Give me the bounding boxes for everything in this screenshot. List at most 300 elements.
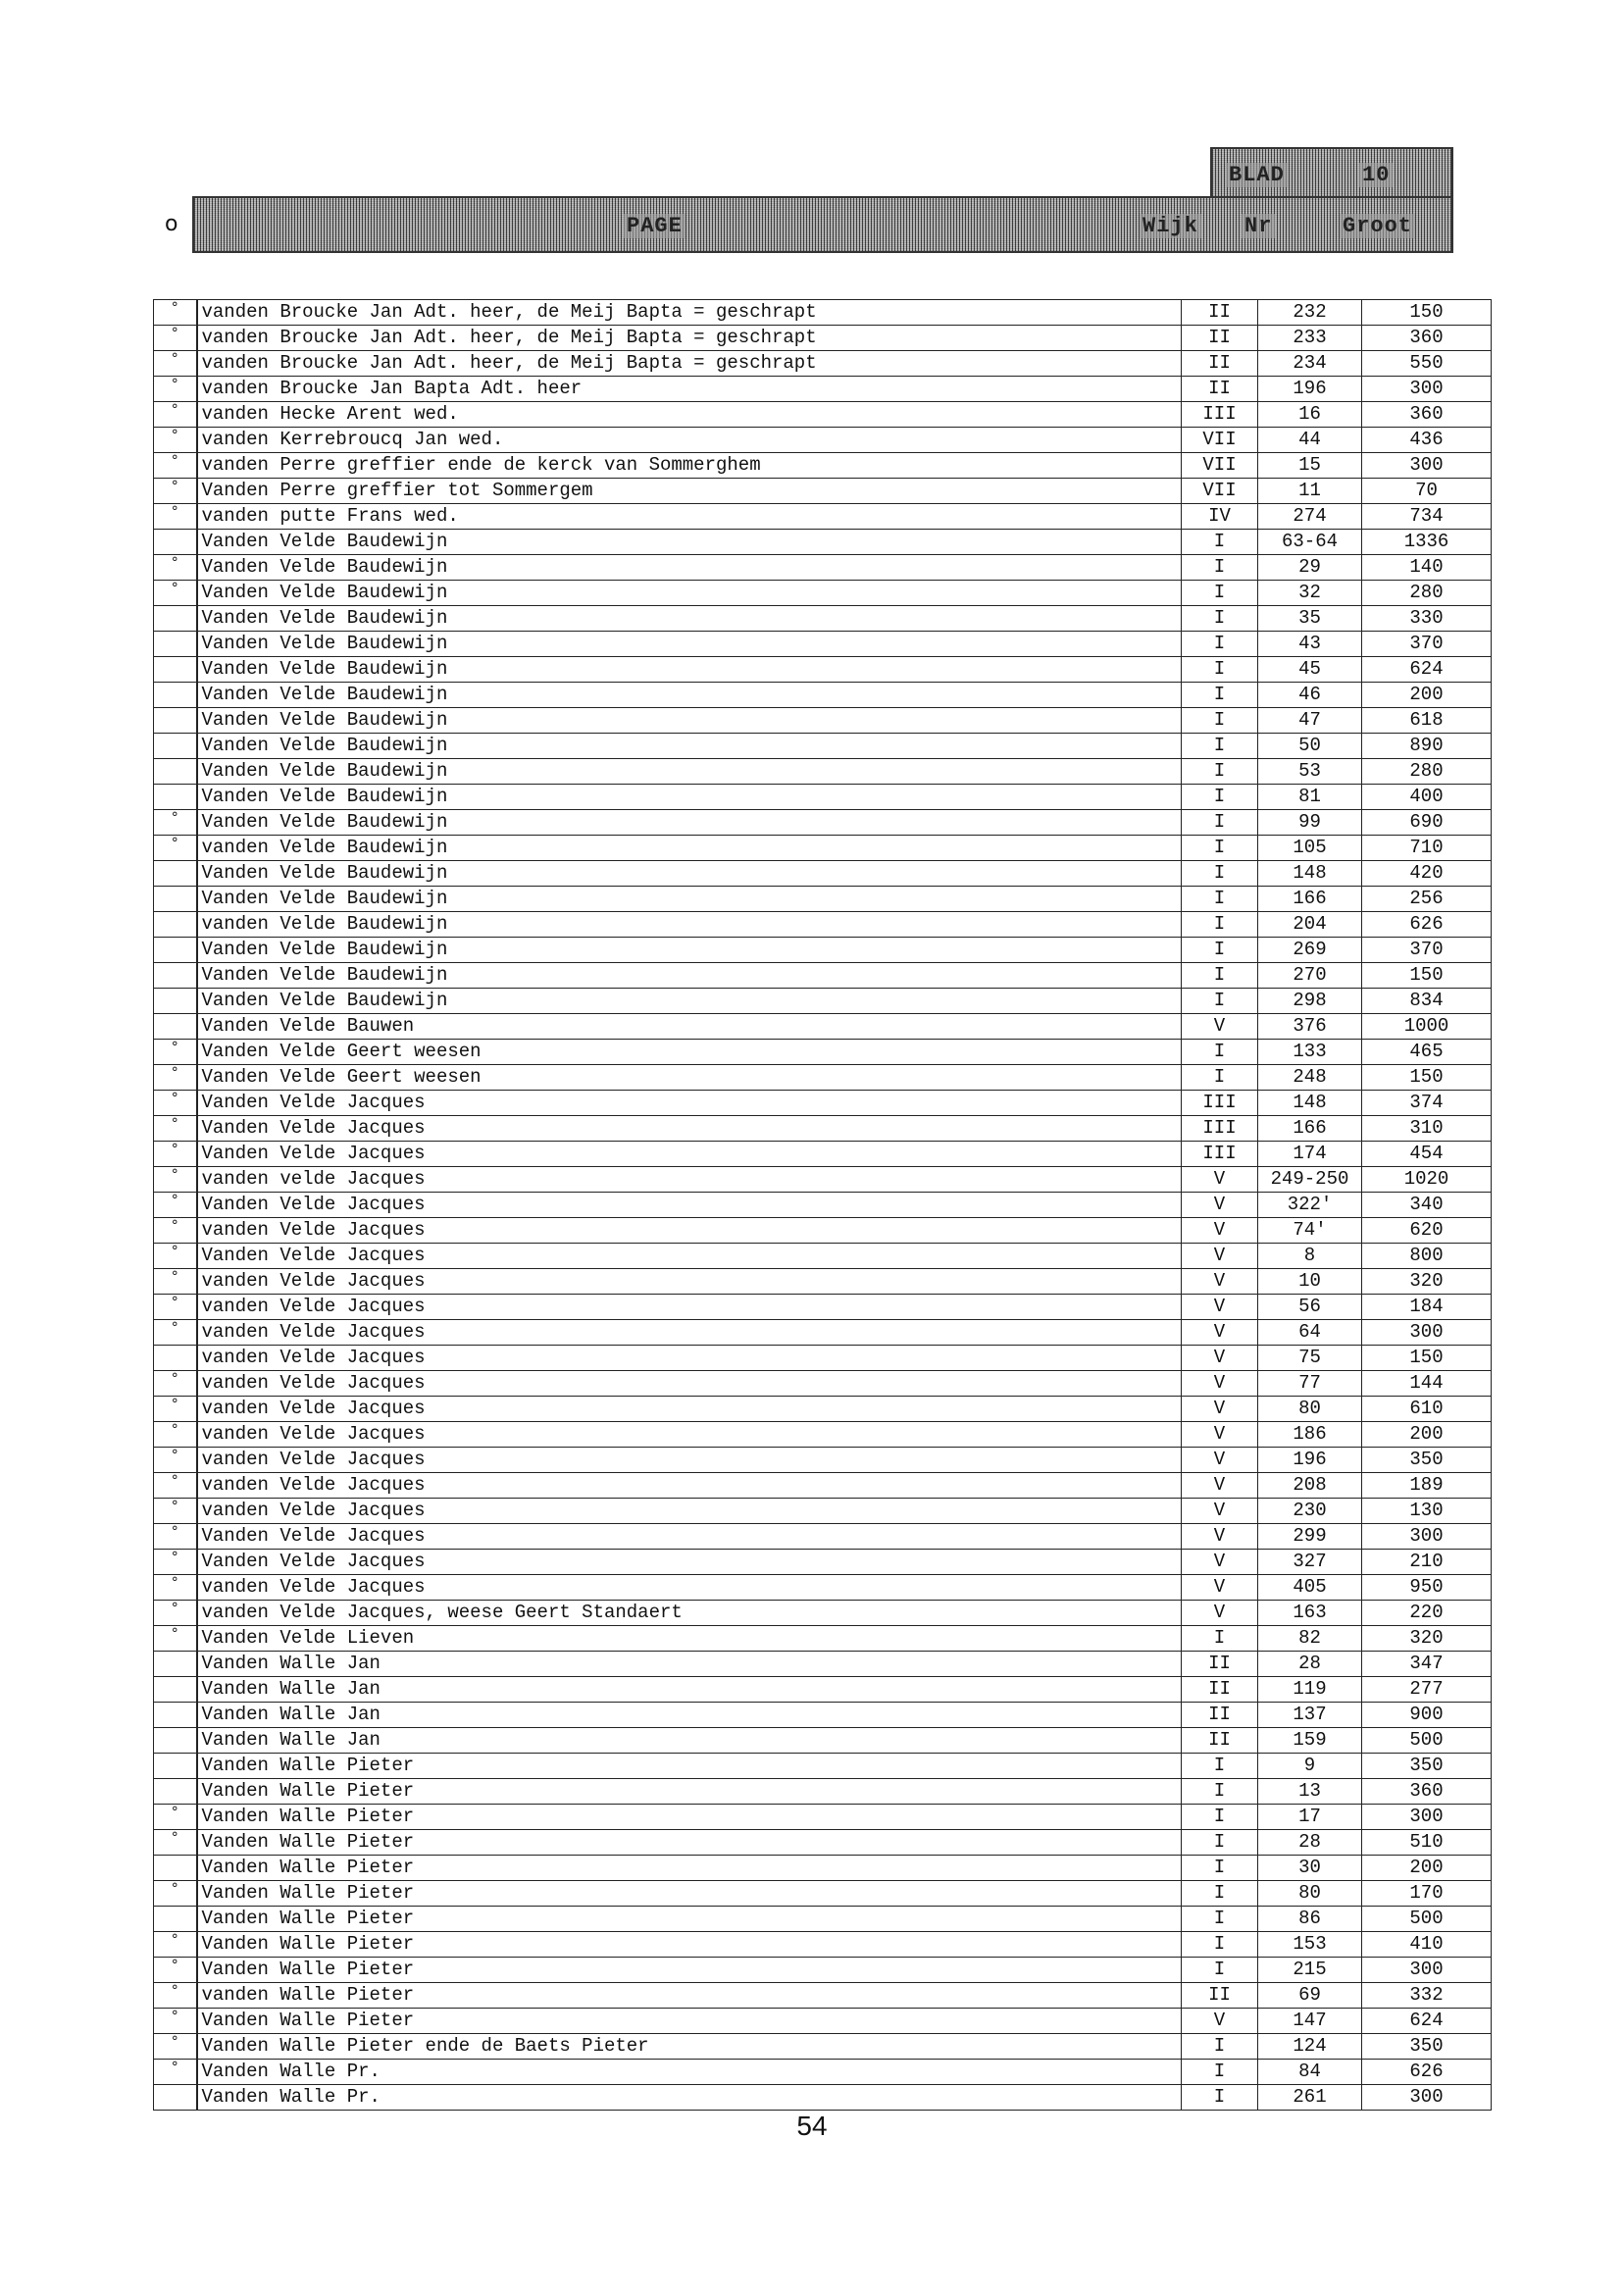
owner-name-cell: vanden Broucke Jan Bapta Adt. heer — [197, 377, 1182, 402]
wijk-cell: III — [1182, 1116, 1258, 1142]
owner-name-cell: vanden Walle Pieter — [197, 1983, 1182, 2009]
row-mark: ° — [154, 1091, 197, 1116]
owner-name-cell: Vanden Walle Pr. — [197, 2085, 1182, 2111]
table-row — [154, 351, 1492, 377]
wijk-cell: V — [1182, 1422, 1258, 1448]
owner-name-cell: Vanden Velde Geert weesen — [197, 1040, 1182, 1065]
row-mark: ° — [154, 428, 197, 453]
row-mark — [154, 989, 197, 1014]
row-mark — [154, 632, 197, 657]
table-row — [154, 1142, 1492, 1167]
owner-name-cell: Vanden Velde Jacques — [197, 1091, 1182, 1116]
owner-name-cell: Vanden Velde Baudewijn — [197, 963, 1182, 989]
owner-name-cell: vanden Velde Jacques — [197, 1397, 1182, 1422]
owner-name-cell: vanden Velde Baudewijn — [197, 912, 1182, 938]
area-cell: 624 — [1362, 2009, 1492, 2034]
wijk-cell: V — [1182, 1244, 1258, 1269]
wijk-cell: I — [1182, 734, 1258, 759]
parcel-number-cell: 8 — [1258, 1244, 1362, 1269]
wijk-cell: V — [1182, 1014, 1258, 1040]
table-row — [154, 632, 1492, 657]
wijk-cell: I — [1182, 555, 1258, 581]
row-mark: ° — [154, 1142, 197, 1167]
table-row — [154, 1754, 1492, 1779]
area-cell: 890 — [1362, 734, 1492, 759]
area-cell: 184 — [1362, 1295, 1492, 1320]
table-row — [154, 2034, 1492, 2060]
owner-name-cell: Vanden Velde Bauwen — [197, 1014, 1182, 1040]
table-row — [154, 1626, 1492, 1652]
area-cell: 550 — [1362, 351, 1492, 377]
owner-name-cell: vanden Broucke Jan Adt. heer, de Meij Bapta = geschrapt — [197, 300, 1182, 326]
row-mark — [154, 1856, 197, 1881]
parcel-number-cell: 148 — [1258, 1091, 1362, 1116]
area-cell: 500 — [1362, 1907, 1492, 1932]
parcel-number-cell: 153 — [1258, 1932, 1362, 1958]
parcel-number-cell: 196 — [1258, 377, 1362, 402]
area-cell: 310 — [1362, 1116, 1492, 1142]
wijk-cell: I — [1182, 2034, 1258, 2060]
owner-name-cell: Vanden Velde Jacques — [197, 1524, 1182, 1550]
owner-name-cell: vanden Broucke Jan Adt. heer, de Meij Bapta = geschrapt — [197, 326, 1182, 351]
area-cell: 350 — [1362, 2034, 1492, 2060]
owner-name-cell: Vanden Velde Baudewijn — [197, 683, 1182, 708]
table-row — [154, 1244, 1492, 1269]
table-row — [154, 1320, 1492, 1346]
parcel-number-cell: 166 — [1258, 887, 1362, 912]
table-row — [154, 1601, 1492, 1626]
wijk-cell: II — [1182, 1728, 1258, 1754]
row-mark: ° — [154, 1167, 197, 1193]
wijk-cell: III — [1182, 402, 1258, 428]
parcel-number-cell: 298 — [1258, 989, 1362, 1014]
parcel-number-cell: 28 — [1258, 1830, 1362, 1856]
row-mark: ° — [154, 1626, 197, 1652]
header-column-groot: Groot — [1340, 214, 1415, 238]
table-row — [154, 912, 1492, 938]
owner-name-cell: vanden Velde Jacques — [197, 1295, 1182, 1320]
parcel-number-cell: 16 — [1258, 402, 1362, 428]
area-cell: 1336 — [1362, 530, 1492, 555]
table-row — [154, 1065, 1492, 1091]
wijk-cell: V — [1182, 1193, 1258, 1218]
area-cell: 220 — [1362, 1601, 1492, 1626]
wijk-cell: I — [1182, 1881, 1258, 1907]
parcel-number-cell: 43 — [1258, 632, 1362, 657]
owner-name-cell: Vanden Walle Pieter ende de Baets Pieter — [197, 2034, 1182, 2060]
parcel-number-cell: 84 — [1258, 2060, 1362, 2085]
area-cell: 465 — [1362, 1040, 1492, 1065]
table-row — [154, 1830, 1492, 1856]
parcel-number-cell: 186 — [1258, 1422, 1362, 1448]
wijk-cell: II — [1182, 300, 1258, 326]
row-mark — [154, 1703, 197, 1728]
wijk-cell: II — [1182, 377, 1258, 402]
wijk-cell: I — [1182, 938, 1258, 963]
wijk-cell: VII — [1182, 453, 1258, 479]
table-row — [154, 2009, 1492, 2034]
parcel-number-cell: 81 — [1258, 785, 1362, 810]
area-cell: 626 — [1362, 912, 1492, 938]
table-row — [154, 1983, 1492, 2009]
row-mark — [154, 861, 197, 887]
table-row — [154, 836, 1492, 861]
wijk-cell: I — [1182, 1932, 1258, 1958]
row-mark — [154, 1754, 197, 1779]
area-cell: 150 — [1362, 1346, 1492, 1371]
parcel-number-cell: 274 — [1258, 504, 1362, 530]
parcel-number-cell: 147 — [1258, 2009, 1362, 2034]
ledger-body — [154, 300, 1492, 2111]
row-mark — [154, 759, 197, 785]
area-cell: 340 — [1362, 1193, 1492, 1218]
area-cell: 500 — [1362, 1728, 1492, 1754]
row-mark — [154, 938, 197, 963]
area-cell: 300 — [1362, 1958, 1492, 1983]
owner-name-cell: Vanden Velde Jacques — [197, 1193, 1182, 1218]
area-cell: 200 — [1362, 1422, 1492, 1448]
area-cell: 189 — [1362, 1473, 1492, 1499]
parcel-number-cell: 46 — [1258, 683, 1362, 708]
parcel-number-cell: 99 — [1258, 810, 1362, 836]
wijk-cell: I — [1182, 1830, 1258, 1856]
parcel-number-cell: 74' — [1258, 1218, 1362, 1244]
row-mark: ° — [154, 2034, 197, 2060]
area-cell: 800 — [1362, 1244, 1492, 1269]
row-mark — [154, 683, 197, 708]
owner-name-cell: Vanden Velde Baudewijn — [197, 734, 1182, 759]
table-row — [154, 555, 1492, 581]
area-cell: 454 — [1362, 1142, 1492, 1167]
owner-name-cell: vanden Hecke Arent wed. — [197, 402, 1182, 428]
parcel-number-cell: 299 — [1258, 1524, 1362, 1550]
wijk-cell: VII — [1182, 428, 1258, 453]
owner-name-cell: vanden putte Frans wed. — [197, 504, 1182, 530]
table-row — [154, 938, 1492, 963]
row-mark: ° — [154, 1805, 197, 1830]
owner-name-cell: vanden Broucke Jan Adt. heer, de Meij Bapta = geschrapt — [197, 351, 1182, 377]
area-cell: 350 — [1362, 1754, 1492, 1779]
owner-name-cell: Vanden Velde Baudewijn — [197, 861, 1182, 887]
row-mark: ° — [154, 1422, 197, 1448]
parcel-number-cell: 47 — [1258, 708, 1362, 734]
table-row — [154, 963, 1492, 989]
parcel-number-cell: 75 — [1258, 1346, 1362, 1371]
wijk-cell: V — [1182, 1346, 1258, 1371]
area-cell: 400 — [1362, 785, 1492, 810]
row-mark: ° — [154, 1499, 197, 1524]
row-mark: ° — [154, 1448, 197, 1473]
wijk-cell: I — [1182, 785, 1258, 810]
parcel-number-cell: 208 — [1258, 1473, 1362, 1499]
wijk-cell: I — [1182, 1040, 1258, 1065]
row-mark: ° — [154, 479, 197, 504]
area-cell: 150 — [1362, 1065, 1492, 1091]
wijk-cell: I — [1182, 581, 1258, 606]
owner-name-cell: Vanden Walle Jan — [197, 1677, 1182, 1703]
wijk-cell: I — [1182, 1754, 1258, 1779]
table-row — [154, 2085, 1492, 2111]
table-row — [154, 300, 1492, 326]
row-mark: ° — [154, 1550, 197, 1575]
owner-name-cell: vanden velde Jacques — [197, 1167, 1182, 1193]
header-title: PAGE — [624, 214, 685, 238]
table-row — [154, 1091, 1492, 1116]
wijk-cell: V — [1182, 1320, 1258, 1346]
wijk-cell: II — [1182, 1703, 1258, 1728]
table-row — [154, 1779, 1492, 1805]
area-cell: 360 — [1362, 402, 1492, 428]
parcel-number-cell: 105 — [1258, 836, 1362, 861]
area-cell: 360 — [1362, 326, 1492, 351]
table-row — [154, 377, 1492, 402]
row-mark: ° — [154, 1218, 197, 1244]
parcel-number-cell: 9 — [1258, 1754, 1362, 1779]
wijk-cell: V — [1182, 1397, 1258, 1422]
area-cell: 300 — [1362, 2085, 1492, 2111]
parcel-number-cell: 269 — [1258, 938, 1362, 963]
wijk-cell: IV — [1182, 504, 1258, 530]
area-cell: 256 — [1362, 887, 1492, 912]
area-cell: 510 — [1362, 1830, 1492, 1856]
row-mark: ° — [154, 1244, 197, 1269]
row-mark: ° — [154, 1983, 197, 2009]
wijk-cell: I — [1182, 683, 1258, 708]
area-cell: 300 — [1362, 1524, 1492, 1550]
owner-name-cell: vanden Velde Jacques — [197, 1320, 1182, 1346]
area-cell: 626 — [1362, 2060, 1492, 2085]
area-cell: 70 — [1362, 479, 1492, 504]
table-row — [154, 1524, 1492, 1550]
area-cell: 370 — [1362, 632, 1492, 657]
parcel-number-cell: 82 — [1258, 1626, 1362, 1652]
table-row — [154, 708, 1492, 734]
owner-name-cell: Vanden Walle Jan — [197, 1703, 1182, 1728]
owner-name-cell: Vanden Perre greffier tot Sommergem — [197, 479, 1182, 504]
wijk-cell: VII — [1182, 479, 1258, 504]
parcel-number-cell: 376 — [1258, 1014, 1362, 1040]
row-mark — [154, 530, 197, 555]
area-cell: 610 — [1362, 1397, 1492, 1422]
page-number: 54 — [796, 2111, 828, 2141]
row-mark — [154, 1652, 197, 1677]
area-cell: 320 — [1362, 1626, 1492, 1652]
wijk-cell: V — [1182, 1269, 1258, 1295]
wijk-cell: V — [1182, 1601, 1258, 1626]
table-row — [154, 428, 1492, 453]
area-cell: 277 — [1362, 1677, 1492, 1703]
wijk-cell: I — [1182, 1907, 1258, 1932]
parcel-number-cell: 77 — [1258, 1371, 1362, 1397]
table-row — [154, 1499, 1492, 1524]
wijk-cell: II — [1182, 351, 1258, 377]
table-row — [154, 1116, 1492, 1142]
row-mark: ° — [154, 1269, 197, 1295]
row-mark: ° — [154, 581, 197, 606]
parcel-number-cell: 261 — [1258, 2085, 1362, 2111]
row-mark: ° — [154, 402, 197, 428]
parcel-number-cell: 322' — [1258, 1193, 1362, 1218]
wijk-cell: V — [1182, 1218, 1258, 1244]
row-mark: ° — [154, 1830, 197, 1856]
area-cell: 620 — [1362, 1218, 1492, 1244]
owner-name-cell: Vanden Velde Baudewijn — [197, 606, 1182, 632]
owner-name-cell: Vanden Velde Jacques — [197, 1116, 1182, 1142]
area-cell: 140 — [1362, 555, 1492, 581]
table-row — [154, 887, 1492, 912]
row-mark — [154, 912, 197, 938]
row-mark: ° — [154, 1295, 197, 1320]
table-row — [154, 606, 1492, 632]
owner-name-cell: Vanden Walle Pieter — [197, 1754, 1182, 1779]
header-top-label-2: 10 — [1359, 163, 1393, 187]
parcel-number-cell: 29 — [1258, 555, 1362, 581]
parcel-number-cell: 63-64 — [1258, 530, 1362, 555]
wijk-cell: I — [1182, 989, 1258, 1014]
owner-name-cell: vanden Velde Jacques — [197, 1473, 1182, 1499]
owner-name-cell: Vanden Velde Baudewijn — [197, 785, 1182, 810]
table-row — [154, 1397, 1492, 1422]
row-mark: ° — [154, 1881, 197, 1907]
parcel-number-cell: 119 — [1258, 1677, 1362, 1703]
table-row — [154, 1575, 1492, 1601]
area-cell: 350 — [1362, 1448, 1492, 1473]
owner-name-cell: Vanden Walle Jan — [197, 1652, 1182, 1677]
parcel-number-cell: 405 — [1258, 1575, 1362, 1601]
area-cell: 332 — [1362, 1983, 1492, 2009]
area-cell: 690 — [1362, 810, 1492, 836]
row-mark — [154, 657, 197, 683]
table-row — [154, 1218, 1492, 1244]
table-row — [154, 1193, 1492, 1218]
owner-name-cell: vanden Velde Jacques — [197, 1371, 1182, 1397]
area-cell: 710 — [1362, 836, 1492, 861]
row-mark — [154, 1728, 197, 1754]
area-cell: 130 — [1362, 1499, 1492, 1524]
wijk-cell: I — [1182, 861, 1258, 887]
owner-name-cell: Vanden Velde Baudewijn — [197, 632, 1182, 657]
parcel-number-cell: 69 — [1258, 1983, 1362, 2009]
parcel-number-cell: 17 — [1258, 1805, 1362, 1830]
row-mark: ° — [154, 1575, 197, 1601]
wijk-cell: I — [1182, 1805, 1258, 1830]
wijk-cell: I — [1182, 606, 1258, 632]
wijk-cell: V — [1182, 1575, 1258, 1601]
row-mark: ° — [154, 1371, 197, 1397]
parcel-number-cell: 215 — [1258, 1958, 1362, 1983]
parcel-number-cell: 327 — [1258, 1550, 1362, 1575]
parcel-number-cell: 204 — [1258, 912, 1362, 938]
area-cell: 300 — [1362, 453, 1492, 479]
area-cell: 170 — [1362, 1881, 1492, 1907]
header-column-nr: Nr — [1242, 214, 1275, 238]
owner-name-cell: Vanden Walle Pieter — [197, 1856, 1182, 1881]
table-row — [154, 1677, 1492, 1703]
table-row — [154, 402, 1492, 428]
area-cell: 210 — [1362, 1550, 1492, 1575]
parcel-number-cell: 159 — [1258, 1728, 1362, 1754]
row-mark — [154, 1907, 197, 1932]
parcel-number-cell: 80 — [1258, 1881, 1362, 1907]
wijk-cell: I — [1182, 1065, 1258, 1091]
row-mark: ° — [154, 1193, 197, 1218]
parcel-number-cell: 174 — [1258, 1142, 1362, 1167]
owner-name-cell: Vanden Velde Jacques — [197, 1550, 1182, 1575]
parcel-number-cell: 230 — [1258, 1499, 1362, 1524]
table-row — [154, 810, 1492, 836]
owner-name-cell: Vanden Velde Baudewijn — [197, 989, 1182, 1014]
table-row — [154, 1448, 1492, 1473]
parcel-number-cell: 32 — [1258, 581, 1362, 606]
parcel-number-cell: 11 — [1258, 479, 1362, 504]
row-mark: ° — [154, 836, 197, 861]
parcel-number-cell: 45 — [1258, 657, 1362, 683]
wijk-cell: I — [1182, 632, 1258, 657]
header-top-box — [1210, 147, 1453, 198]
parcel-number-cell: 10 — [1258, 1269, 1362, 1295]
row-mark — [154, 785, 197, 810]
row-mark — [154, 887, 197, 912]
row-mark — [154, 2085, 197, 2111]
table-row — [154, 989, 1492, 1014]
parcel-number-cell: 166 — [1258, 1116, 1362, 1142]
area-cell: 624 — [1362, 657, 1492, 683]
table-row — [154, 1907, 1492, 1932]
row-mark — [154, 734, 197, 759]
area-cell: 900 — [1362, 1703, 1492, 1728]
header-bullet: o — [165, 212, 178, 236]
table-row — [154, 657, 1492, 683]
wijk-cell: II — [1182, 326, 1258, 351]
owner-name-cell: Vanden Walle Pr. — [197, 2060, 1182, 2085]
table-row — [154, 2060, 1492, 2085]
owner-name-cell: vanden Velde Jacques — [197, 1346, 1182, 1371]
area-cell: 618 — [1362, 708, 1492, 734]
table-row — [154, 453, 1492, 479]
row-mark: ° — [154, 2009, 197, 2034]
area-cell: 360 — [1362, 1779, 1492, 1805]
wijk-cell: V — [1182, 1499, 1258, 1524]
table-row — [154, 1805, 1492, 1830]
parcel-number-cell: 50 — [1258, 734, 1362, 759]
row-mark: ° — [154, 2060, 197, 2085]
owner-name-cell: Vanden Velde Baudewijn — [197, 657, 1182, 683]
row-mark: ° — [154, 300, 197, 326]
wijk-cell: I — [1182, 912, 1258, 938]
table-row — [154, 1652, 1492, 1677]
parcel-number-cell: 196 — [1258, 1448, 1362, 1473]
wijk-cell: I — [1182, 759, 1258, 785]
wijk-cell: III — [1182, 1142, 1258, 1167]
area-cell: 144 — [1362, 1371, 1492, 1397]
parcel-number-cell: 64 — [1258, 1320, 1362, 1346]
table-row — [154, 683, 1492, 708]
wijk-cell: V — [1182, 1295, 1258, 1320]
area-cell: 150 — [1362, 963, 1492, 989]
row-mark — [154, 606, 197, 632]
owner-name-cell: Vanden Velde Baudewijn — [197, 887, 1182, 912]
wijk-cell: I — [1182, 1958, 1258, 1983]
row-mark: ° — [154, 1932, 197, 1958]
parcel-number-cell: 248 — [1258, 1065, 1362, 1091]
table-row — [154, 861, 1492, 887]
wijk-cell: II — [1182, 1677, 1258, 1703]
header-column-wijk: Wijk — [1140, 214, 1201, 238]
owner-name-cell: vanden Velde Jacques — [197, 1422, 1182, 1448]
owner-name-cell: Vanden Velde Lieven — [197, 1626, 1182, 1652]
header-band — [192, 196, 1453, 253]
wijk-cell: I — [1182, 2060, 1258, 2085]
